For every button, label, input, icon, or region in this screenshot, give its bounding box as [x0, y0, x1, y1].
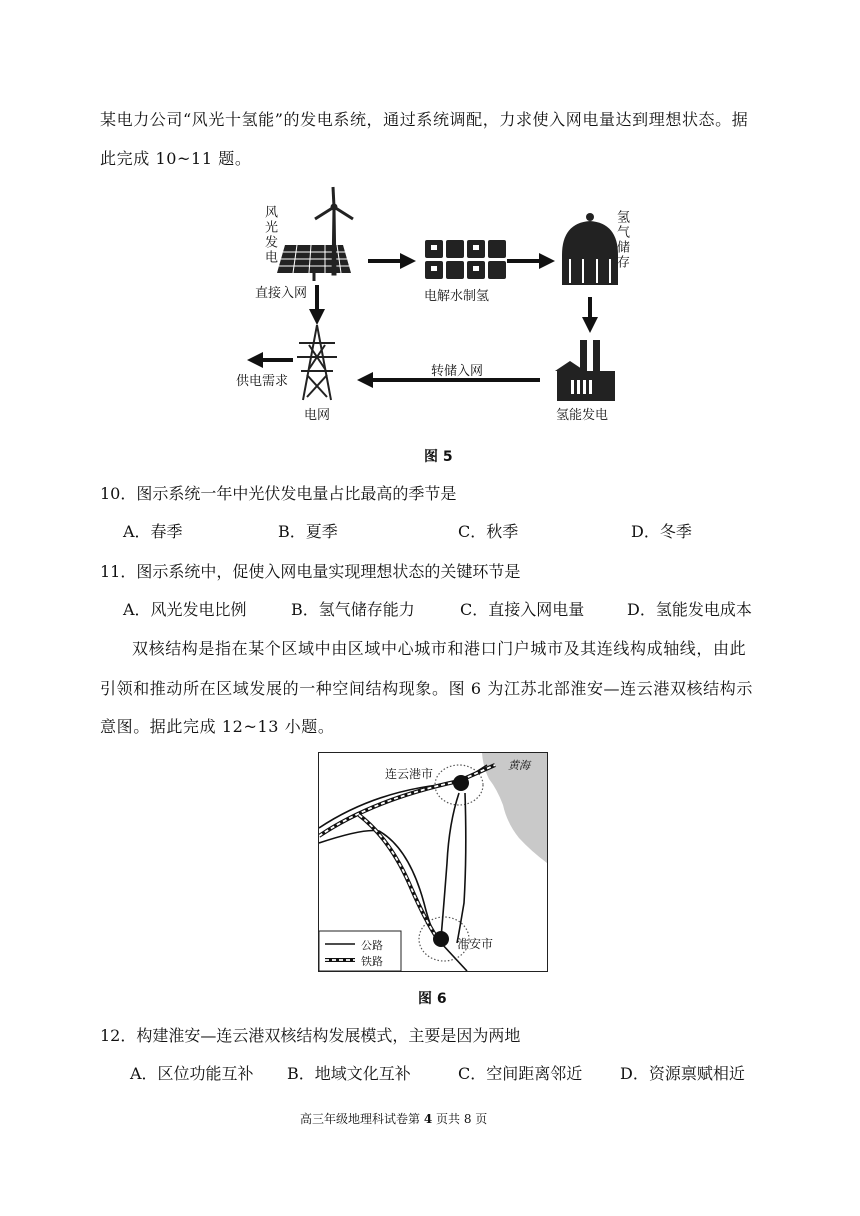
footer-total-pages: 8 [463, 1112, 472, 1126]
power-plant-icon [555, 340, 615, 401]
page-footer [300, 1110, 487, 1127]
map-legend-box [319, 931, 401, 971]
power-tower-icon [297, 325, 337, 400]
intro-line-2: 此完成 10~11 题。 [100, 149, 252, 168]
label-lianyungang: 连云港市 [385, 767, 434, 781]
figure-5-svg [225, 185, 645, 435]
figure-6-svg [319, 753, 547, 971]
question-10-option-d: D．冬季 [631, 522, 692, 541]
question-12-option-d: D．资源禀赋相近 [620, 1064, 745, 1083]
solar-panel-icon [277, 245, 351, 281]
question-10-option-a: A．春季 [123, 522, 183, 541]
label-transfer-grid: 转储入网 [431, 364, 484, 379]
label-wind-solar: 风光发电 [262, 205, 277, 265]
label-power-demand: 供电需求 [236, 374, 289, 389]
figure-5-caption: 图 5 [424, 449, 453, 465]
hydrogen-tank-icon [562, 213, 618, 285]
electrolysis-icon [425, 240, 506, 279]
question-11-option-a: A．风光发电比例 [123, 600, 247, 619]
intro-line-1: 某电力公司“风光十氢能”的发电系统，通过系统调配，力求使入网电量达到理想状态。据 [100, 110, 749, 129]
huaian-city-marker [433, 931, 449, 947]
footer-prefix: 高三年级地理科试卷第 [300, 1112, 424, 1126]
question-11-option-d: D．氢能发电成本 [627, 600, 752, 619]
question-12-option-b: B．地域文化互补 [287, 1064, 411, 1083]
figure-5-diagram [225, 185, 645, 435]
question-10-option-c: C．秋季 [458, 522, 519, 541]
label-direct-grid: 直接入网 [255, 286, 308, 301]
footer-page-number: 4 [423, 1112, 433, 1126]
intro2-line-2: 引领和推动所在区域发展的一种空间结构现象。图 6 为江苏北部淮安—连云港双核结构示 [100, 679, 753, 698]
figure-6-map [318, 752, 548, 972]
label-hydrogen-power: 氢能发电 [556, 408, 609, 423]
label-huaian: 淮安市 [457, 937, 494, 951]
intro2-line-1: 双核结构是指在某个区域中由区域中心城市和港口门户城市及其连线构成轴线，由此 [132, 639, 747, 658]
question-10-option-b: B．夏季 [278, 522, 338, 541]
legend-highway-label: 公路 [361, 939, 383, 952]
question-11-option-b: B．氢气储存能力 [291, 600, 415, 619]
question-11-option-c: C．直接入网电量 [460, 600, 585, 619]
legend-railway-label: 铁路 [361, 955, 383, 968]
question-12-option-c: C．空间距离邻近 [458, 1064, 583, 1083]
question-12-stem: 12．构建淮安—连云港双核结构发展模式，主要是因为两地 [100, 1026, 521, 1045]
label-grid: 电网 [304, 408, 331, 423]
label-electrolysis: 电解水制氢 [424, 289, 490, 304]
figure-6-caption: 图 6 [418, 991, 447, 1007]
footer-suffix: 页 [471, 1112, 488, 1126]
question-10-stem: 10．图示系统一年中光伏发电量占比最高的季节是 [100, 484, 457, 503]
intro2-line-3: 意图。据此完成 12~13 小题。 [100, 717, 335, 736]
question-12-option-a: A．区位功能互补 [130, 1064, 254, 1083]
label-yellow-sea: 黄海 [508, 759, 530, 772]
lianyungang-city-marker [453, 775, 469, 791]
question-11-stem: 11．图示系统中，促使入网电量实现理想状态的关键环节是 [100, 562, 521, 581]
footer-middle: 页共 [432, 1112, 464, 1126]
label-hydrogen-storage: 氢气储存 [614, 210, 629, 270]
